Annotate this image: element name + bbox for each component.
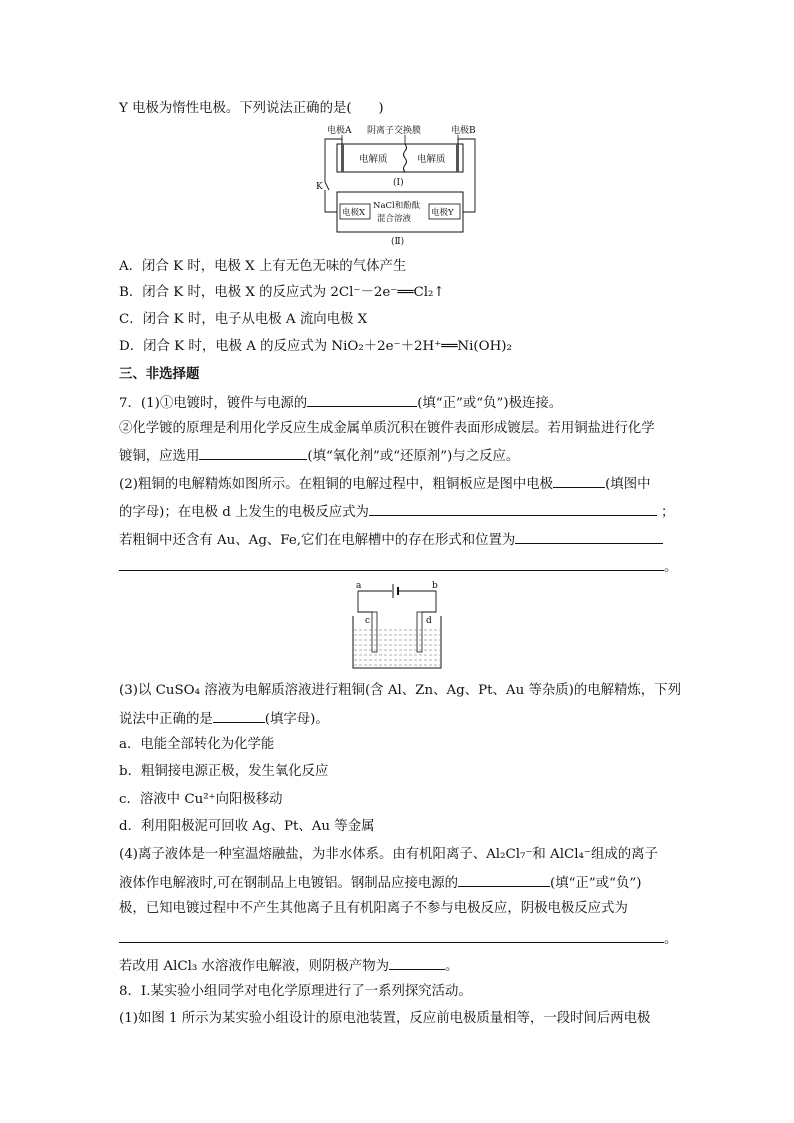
cell-one-electrolyte-right: 电解质 bbox=[417, 154, 446, 165]
wire-left-lower bbox=[325, 190, 337, 212]
q7-part1-line1 bbox=[119, 393, 562, 412]
q7-part2-text-a: (2)粗铜的电解精炼如图所示。在粗铜的电解过程中，粗铜板应是图中电极 bbox=[119, 477, 554, 492]
electrode-b-plate bbox=[456, 144, 459, 172]
q7-part4-line5 bbox=[119, 956, 458, 975]
q8-line2: (1)如图 1 所示为某实验小组设计的原电池装置，反应前电极质量相等，一段时间后两电极 bbox=[119, 1011, 651, 1026]
option-b: B．闭合 K 时，电极 X 的反应式为 2Cl⁻－2e⁻══Cl₂↑ bbox=[119, 285, 445, 300]
option-a: A．闭合 K 时，电极 X 上有无色无味的气体产生 bbox=[119, 259, 407, 274]
switch-blade[interactable] bbox=[325, 182, 329, 190]
option-c: C．闭合 K 时，电子从电极 A 流向电极 X bbox=[119, 312, 368, 327]
label-b: b bbox=[432, 581, 438, 591]
electrode-x-label: 电极X bbox=[342, 208, 366, 218]
electrolysis-cell-figure bbox=[315, 122, 490, 247]
cell-one-electrolyte-left: 电解质 bbox=[359, 154, 388, 165]
wire-right bbox=[458, 139, 475, 212]
copper-refining-figure bbox=[348, 578, 448, 673]
solution-hatching bbox=[354, 630, 440, 665]
q7-part4-line2 bbox=[119, 873, 641, 892]
q7-part2-text-c: 的字母)；在电极 d 上发生的电极反应式为 bbox=[119, 505, 369, 520]
option-d: D．闭合 K 时，电极 A 的反应式为 NiO₂＋2e⁻＋2H⁺══Ni(OH)₂ bbox=[119, 339, 512, 354]
answer-blank[interactable] bbox=[119, 929, 664, 943]
q7-part4-line4 bbox=[119, 929, 677, 948]
answer-blank[interactable] bbox=[307, 393, 417, 407]
label-d: d bbox=[426, 616, 432, 626]
wire-top-right bbox=[399, 591, 436, 612]
cell-two-label: (Ⅱ) bbox=[391, 237, 405, 247]
q7-part4-end: 。 bbox=[664, 932, 678, 947]
electrode-y-label: 电极Y bbox=[431, 208, 454, 218]
q7-part1-line3 bbox=[119, 446, 519, 465]
answer-blank[interactable] bbox=[458, 873, 550, 887]
wire-left bbox=[325, 139, 342, 182]
q7-part3-choice-a: a．电能全部转化为化学能 bbox=[119, 737, 275, 752]
solution-line-2: 混合溶液 bbox=[377, 214, 412, 224]
label-c: c bbox=[365, 616, 371, 626]
q7-part3-text-b: (填字母)。 bbox=[264, 712, 329, 727]
q7-part4-text-d: 。 bbox=[445, 959, 459, 974]
answer-blank[interactable] bbox=[515, 530, 663, 544]
cell-one-label: (Ⅰ) bbox=[393, 178, 404, 188]
q7-part2-text-b: (填图中 bbox=[605, 477, 651, 492]
q7-part2-line3 bbox=[119, 530, 663, 549]
electrode-d bbox=[417, 612, 422, 652]
answer-blank[interactable] bbox=[369, 502, 657, 516]
q7-part2-line2 bbox=[119, 502, 674, 521]
q7-part3-choice-d: d．利用阳极泥可回收 Ag、Pt、Au 等金属 bbox=[119, 819, 375, 834]
q7-part2-text-d: ； bbox=[660, 505, 675, 520]
answer-blank[interactable] bbox=[389, 956, 445, 970]
q7-part4-line1: (4)离子液体是一种室温熔融盐，为非水体系。由有机阳离子、Al₂Cl₇⁻和 AlCl₄⁻组成的离子 bbox=[119, 847, 658, 862]
electrode-c bbox=[372, 612, 377, 652]
q7-part3-line2 bbox=[119, 709, 329, 728]
label-a: a bbox=[356, 581, 362, 591]
label-membrane: 阴离子交换膜 bbox=[367, 126, 422, 136]
q7-part2-line1 bbox=[119, 474, 650, 493]
section-heading: 三、非选择题 bbox=[119, 366, 200, 382]
q8-line1: 8．Ⅰ.某实验小组同学对电化学原理进行了一系列探究活动。 bbox=[119, 984, 472, 999]
q7-part3-line1: (3)以 CuSO₄ 溶液为电解质溶液进行粗铜(含 Al、Zn、Ag、Pt、Au 等杂质)的电解精炼，下列 bbox=[119, 683, 681, 698]
label-electrode-b: 电极B bbox=[451, 126, 476, 136]
q7-part2-text-e: 若粗铜中还含有 Au、Ag、Fe,它们在电解槽中的存在形式和位置为 bbox=[119, 533, 516, 548]
q7-part3-choice-b: b．粗铜接电源正极，发生氧化反应 bbox=[119, 764, 329, 779]
q7-part1-text-d: (填“氧化剂”或“还原剂”)与之反应。 bbox=[307, 449, 520, 464]
question-stem-tail: Y 电极为惰性电极。下列说法正确的是( ) bbox=[119, 101, 384, 116]
answer-blank[interactable] bbox=[199, 446, 307, 460]
answer-blank[interactable] bbox=[213, 709, 265, 723]
q7-part1-line2: ②化学镀的原理是利用化学反应生成金属单质沉积在镀件表面形成镀层。若用铜盐进行化学 bbox=[119, 421, 655, 436]
q7-part2-end: 。 bbox=[664, 560, 678, 575]
electrode-a-plate bbox=[341, 144, 344, 172]
q7-part3-text-a: 说法中正确的是 bbox=[119, 712, 213, 727]
q7-part1-text-c: 镀铜，应选用 bbox=[119, 449, 200, 464]
q7-part4-text-a: 液体作电解液时,可在钢制品上电镀铝。钢制品应接电源的 bbox=[119, 876, 459, 891]
answer-blank[interactable] bbox=[553, 474, 605, 488]
q7-part3-choice-c: c．溶液中 Cu²⁺向阳极移动 bbox=[119, 792, 283, 807]
q7-part4-text-b: (填“正”或“负”) bbox=[550, 876, 642, 891]
solution-line-1: NaCl和酚酞 bbox=[373, 201, 421, 211]
answer-blank[interactable] bbox=[119, 557, 664, 571]
q7-part1-text-a: 7．(1)①电镀时，镀件与电源的 bbox=[119, 396, 308, 411]
membrane-line bbox=[404, 144, 407, 172]
label-electrode-a: 电极A bbox=[327, 126, 352, 136]
q7-part4-line3: 极，已知电镀过程中不产生其他离子且有机阳离子不参与电极反应，阴极电极反应式为 bbox=[119, 901, 628, 916]
q7-part4-text-c: 若改用 AlCl₃ 水溶液作电解液，则阴极产物为 bbox=[119, 959, 390, 974]
q7-part2-line4 bbox=[119, 557, 677, 576]
switch-k-label: K bbox=[316, 182, 323, 192]
wire-a bbox=[358, 591, 372, 612]
q7-part1-text-b: (填“正”或“负”)极连接。 bbox=[417, 396, 563, 411]
